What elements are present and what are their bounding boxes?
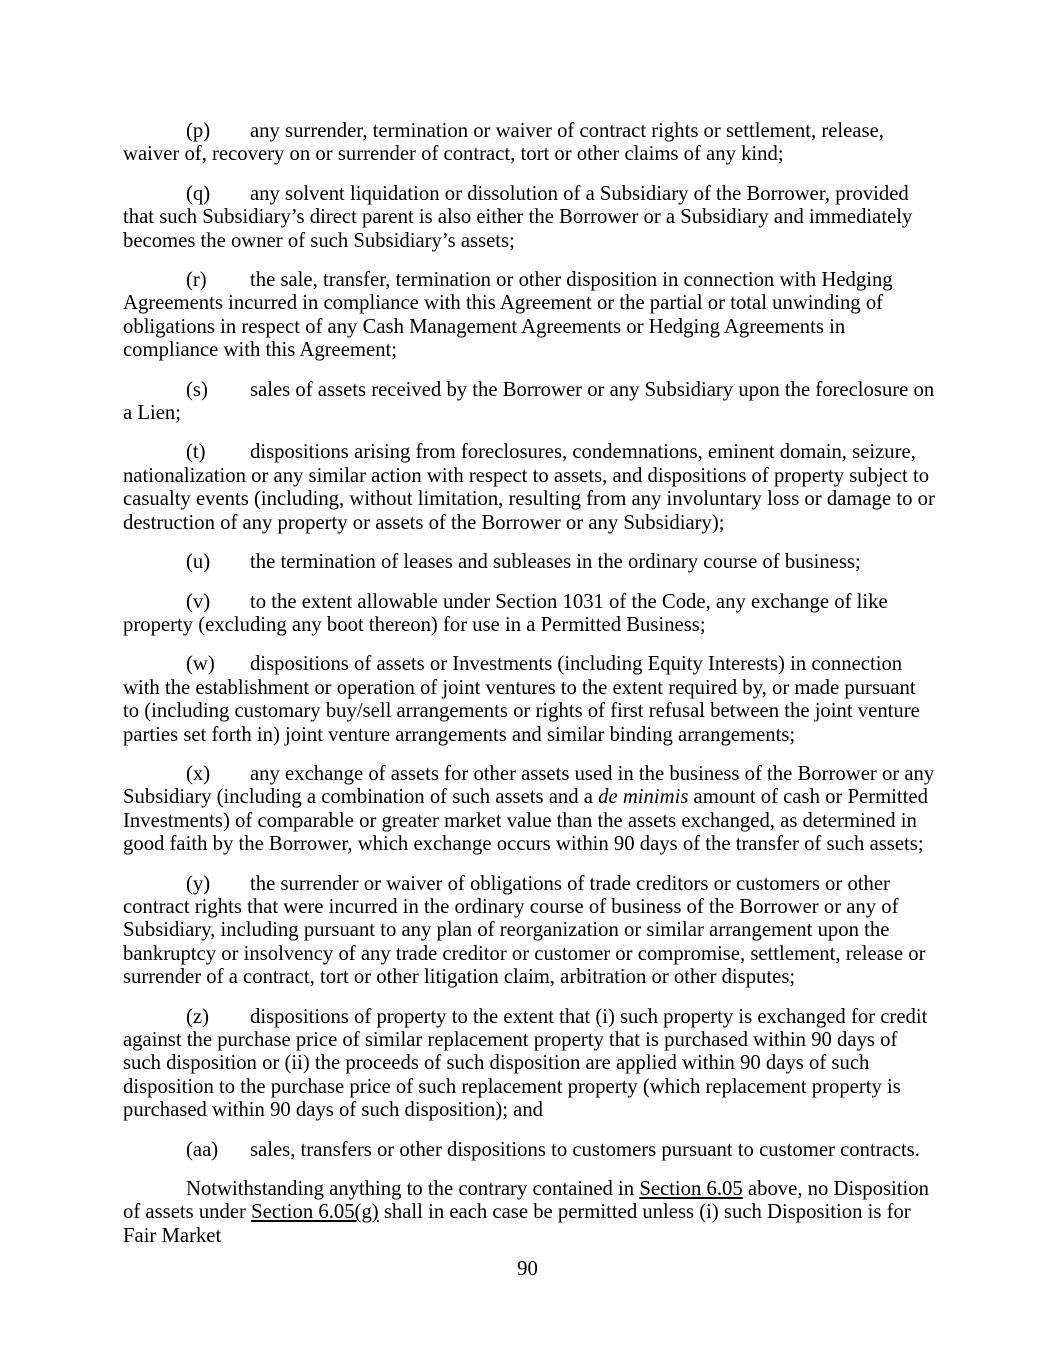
paragraph-label: (r) (186, 269, 207, 292)
paragraph-u (123, 551, 935, 574)
paragraph-label: (aa) (186, 1138, 219, 1161)
text-run: shall in each case be permitted unless (i) such Disposition is for Fair Market (123, 1201, 911, 1247)
text-run: Notwithstanding anything to the contrary contained in (186, 1178, 640, 1201)
text-run: dispositions arising from foreclosures, condemnations, eminent domain, seizure, nationalization or any similar action with respect to assets, and dispositions of property subject to casualty events (including, without limitation, resulting from any involuntary loss or damage to or destruction of any property or assets of the Borrower or any Subsidiary); (123, 441, 935, 534)
paragraph-label: (y) (186, 872, 211, 895)
paragraph-label: (s) (186, 378, 208, 401)
text-run: amount of cash or Permitted Investments) of comparable or greater market value than the assets exchanged, as determined in good faith by the Borrower, which exchange occurs within 90 days of the transfer of such assets; (123, 786, 928, 856)
text-run: dispositions of property to the extent that (i) such property is exchanged for credit against the purchase price of similar replacement property that is purchased within 90 days of such disposition or (ii) the proceeds of such disposition are applied within 90 days of such disposition to the purchase price of such replacement property (which replacement property is purchased within 90 days of such disposition); and (123, 1005, 928, 1122)
paragraph-r (123, 269, 935, 363)
text-run: the sale, transfer, termination or other disposition in connection with Hedging Agreements incurred in compliance with this Agreement or the partial or total unwinding of obligations in respect of any Cash Management Agreements or Hedging Agreements in compliance with this Agreement; (123, 269, 893, 362)
text-run: to the extent allowable under Section 1031 of the Code, any exchange of like property (excluding any boot thereon) for use in a Permitted Business; (123, 590, 888, 636)
paragraph-label: (z) (186, 1005, 209, 1028)
closing-paragraph (123, 1178, 935, 1248)
paragraph-v (123, 591, 935, 638)
paragraph-y (123, 873, 935, 990)
text-run: above, no Disposition of assets under (123, 1178, 929, 1224)
paragraph-label: (x) (186, 762, 211, 785)
paragraph-z (123, 1006, 935, 1123)
paragraph-list (123, 120, 935, 1264)
paragraph-p (123, 120, 935, 167)
text-run: sales, transfers or other dispositions to customers pursuant to customer contracts. (250, 1138, 920, 1161)
paragraph-s (123, 379, 935, 426)
paragraph-label: (t) (186, 441, 206, 464)
paragraph-label: (u) (186, 551, 211, 574)
text-run: Section 6.05 (639, 1178, 743, 1201)
text-run: sales of assets received by the Borrower or any Subsidiary upon the foreclosure on a Lien; (123, 378, 935, 425)
text-run: dispositions of assets or Investments (including Equity Interests) in connection with the establishment or operation of joint ventures to the extent required by, or made pursuant to (including customary buy/sell arrangements or rights of first refusal between the joint venture parties set forth in) joint venture arrangements and similar binding arrangements; (123, 653, 920, 746)
paragraph-label: (w) (186, 653, 215, 676)
page-number: 90 (517, 1258, 538, 1280)
text-run: any exchange of assets for other assets used in the business of the Borrower or any Subsidiary (including a combination of such assets and a (123, 762, 935, 809)
text-run: any solvent liquidation or dissolution of a Subsidiary of the Borrower, provided that such Subsidiary’s direct parent is also either the Borrower or a Subsidiary and immediately becomes the owner of such Subsidiary’s assets; (123, 182, 913, 252)
text-run: Section 6.05(g) (251, 1201, 379, 1224)
paragraph-label: (q) (186, 182, 211, 205)
paragraph-aa (123, 1139, 935, 1162)
text-run: the termination of leases and subleases in the ordinary course of business; (250, 551, 861, 574)
paragraph-q (123, 183, 935, 253)
paragraph-label: (v) (186, 590, 211, 613)
paragraph-t (123, 441, 935, 535)
paragraph-x (123, 763, 935, 857)
text-run: de minimis (598, 786, 689, 809)
paragraph-label: (p) (186, 120, 211, 142)
paragraph-w (123, 653, 935, 747)
text-run: any surrender, termination or waiver of contract rights or settlement, release, waiver of, recovery on or surrender of contract, tort or other claims of any kind; (123, 120, 884, 166)
text-run: the surrender or waiver of obligations of trade creditors or customers or other contract rights that were incurred in the ordinary course of business of the Borrower or any of Subsidiary, including pursuant to any plan of reorganization or similar arrangement upon the bankruptcy or insolvency of any trade creditor or customer or compromise, settlement, release or surrender of a contract, tort or other litigation claim, arbitration or other disputes; (123, 872, 926, 989)
